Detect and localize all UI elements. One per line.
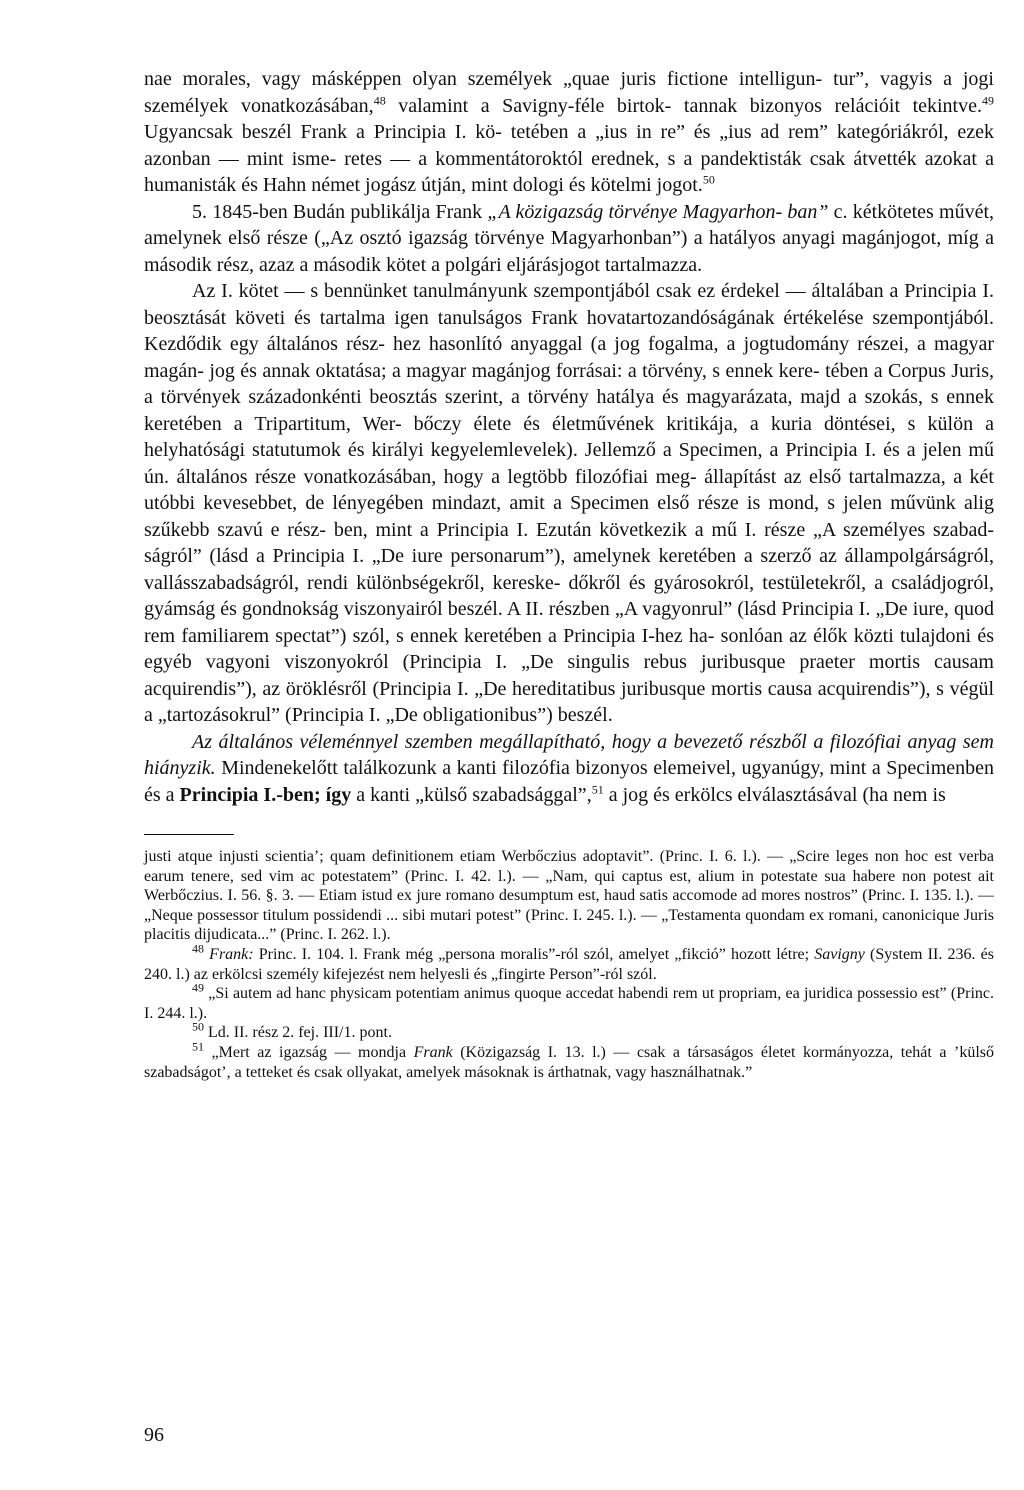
page <box>144 66 994 1082</box>
main-text <box>144 66 994 808</box>
footnote-50: $^{50}$ Ld. II. rész 2. fej. III/1. pont. <box>192 1020 392 1042</box>
footnotes <box>144 847 994 1082</box>
footnote-ref-48: 48 <box>373 92 386 107</box>
paragraph-4: Az általános véleménnyel szemben megállapítható, hogy a bevezető részből a filozófiai anyag sem hiányzik. Mindenekelőtt találkozunk a kanti filozófia bizonyos elemeivel, ugyanúgy, mint a Specimenben és a Principia I.-ben; így a kanti „külső szabadsággal”,$^{51}$ a jog és erkölcs elválasztásával (ha nem is <box>144 730 994 806</box>
footnote-49: $^{49}$ „Si autem ad hanc physicam potentiam animus quoque accedat habendi rem ut propriam, ea juridica possessio est” (Princ. I. 244. l.). <box>144 980 994 1022</box>
page-number: 96 <box>144 1424 164 1446</box>
book-title: „A közigazság törvénye Magyarhon- ban” <box>487 200 829 223</box>
emphasized-thesis: Az általános véleménnyel szemben megállapítható, hogy a bevezető részből a filozófiai anyag sem hiányzik. <box>144 730 994 779</box>
footnote-48: $^{48}$ Frank: Princ. I. 104. l. Frank még „persona moralis”-ról szól, amelyet „fikció” hozott létre; Savigny (System II. 236. és 240. l.) az erkölcsi személy kifejezést nem helyesli és „fingirte Person”-ról szól. <box>144 941 994 983</box>
paragraph-1: nae morales, vagy másképpen olyan személyek „quae juris fictione intelligun- tur”, vagyis a jogi személyek vonatkozásában,$^{48}$ valamint a Savigny-féle birtok- tannak bizonyos relációit tekintve.$^{49}$ Ugyancsak beszél Frank a Principia I. kö- tetében a „ius in re” és „ius ad rem” kategóriákról, ezek azonban — mint isme- retes — a kommentátoroktól erednek, s a pandektisták csak átvették azokat a humanisták és Hahn német jogász útján, mint dologi és kötelmi jogot.$^{50}$ <box>144 68 994 196</box>
footnote-ref-51: 51 <box>591 781 604 796</box>
footnote-51: $^{51}$ „Mert az igazság — mondja Frank (Közigazság I. 13. l.) — csak a társaságos életet kormányozza, tehát a ’külső szabadságot’, a tetteket és csak ollyakat, amelyek másoknak is árthatnak, vagy használhatnak.” <box>144 1039 994 1081</box>
footnote-separator <box>144 834 234 835</box>
footnote-ref-49: 49 <box>982 92 994 107</box>
paragraph-2: 5. 1845-ben Budán publikálja Frank „A közigazság törvénye Magyarhon- ban” c. kétkötetes művét, amelynek első része („Az osztó igazság törvénye Magyarhonban”) a hatályos anyagi magánjogot, míg a második rész, azaz a második kötet a polgári eljárásjogot tartalmazza. <box>144 200 995 276</box>
footnote-ref-50: 50 <box>702 172 715 187</box>
paragraph-3: Az I. kötet — s bennünket tanulmányunk szempontjából csak ez érdekel — általában a Principia I. beosztását követi és tartalma igen tanulságos Frank hovatartozandóságának értékelése szempontjából. Kezdődik egy általános rész- hez hasonlító anyaggal (a jog fogalma, a jogtudomány részei, a magyar magán- jog és annak oktatása; a magyar magánjog forrásai: a törvény, s ennek kere- tében a Corpus Juris, a törvények századonkénti beosztás szerint, a törvény hatálya és magyarázata, majd a szokás, s ennek keretében a Tripartitum, Wer- bőczy élete és életművének kritikája, a kuria döntései, s külön a helyhatósági statutumok és királyi kegyelemlevelek). Jellemző a Specimen, a Principia I. és a jelen mű ún. általános része vonatkozásában, hogy a legtöbb filozófiai meg- állapítást az első tartalmazza, a két utóbbi kevesebbet, de lényegében mindazt, amit a Specimen első része is mond, s jelen művünk alig szűkebb szavú e rész- ben, mint a Principia I. Ezután következik a mű I. része „A személyes szabad- ságról” (lásd a Principia I. „De iure personarum”), amelynek keretében a szerző az állampolgárságról, vallásszabadságról, rendi különbségekről, kereske- dőkről és gyárosokról, testületekről, a családjogról, gyámság és gondnokság viszonyairól beszél. A II. részben „A vagyonrul” (lásd Principia I. „De iure, quod rem familiarem spectat”) szól, s ennek keretében a Principia I-hez ha- sonlóan az élők közti tulajdoni és egyéb vagyoni viszonyokról (Principia I. „De singulis rebus juribusque praeter mortis causam acquirendis”), az öröklésről (Principia I. „De hereditatibus juribusque mortis causa acquirendis”), s végül a „tartozásokrul” (Principia I. „De obligationibus”) beszél. <box>144 280 994 726</box>
footnote-continuation: justi atque injusti scientia’; quam definitionem etiam Werbőczius adoptavit”. (Princ. I. 6. l.). — „Scire leges non hoc est verba earum tenere, sed vim ac potestatem” (Princ. I. 42. l.). — „Nam, qui captus est, alium in potestate sua habere non potest ait Werbőczius. I. 56. §. 3. — Etiam istud ex jure romano desumptum est, haud satis accomode ad mores nostros” (Princ. I. 135. l.). — „Neque possessor titulum possidendi ... sibi mutari potest” (Princ. I. 245. l.). — „Testamenta quondam ex romani, canonicique Juris placitis dijudicata...” (Princ. I. 262. l.). <box>144 848 994 944</box>
